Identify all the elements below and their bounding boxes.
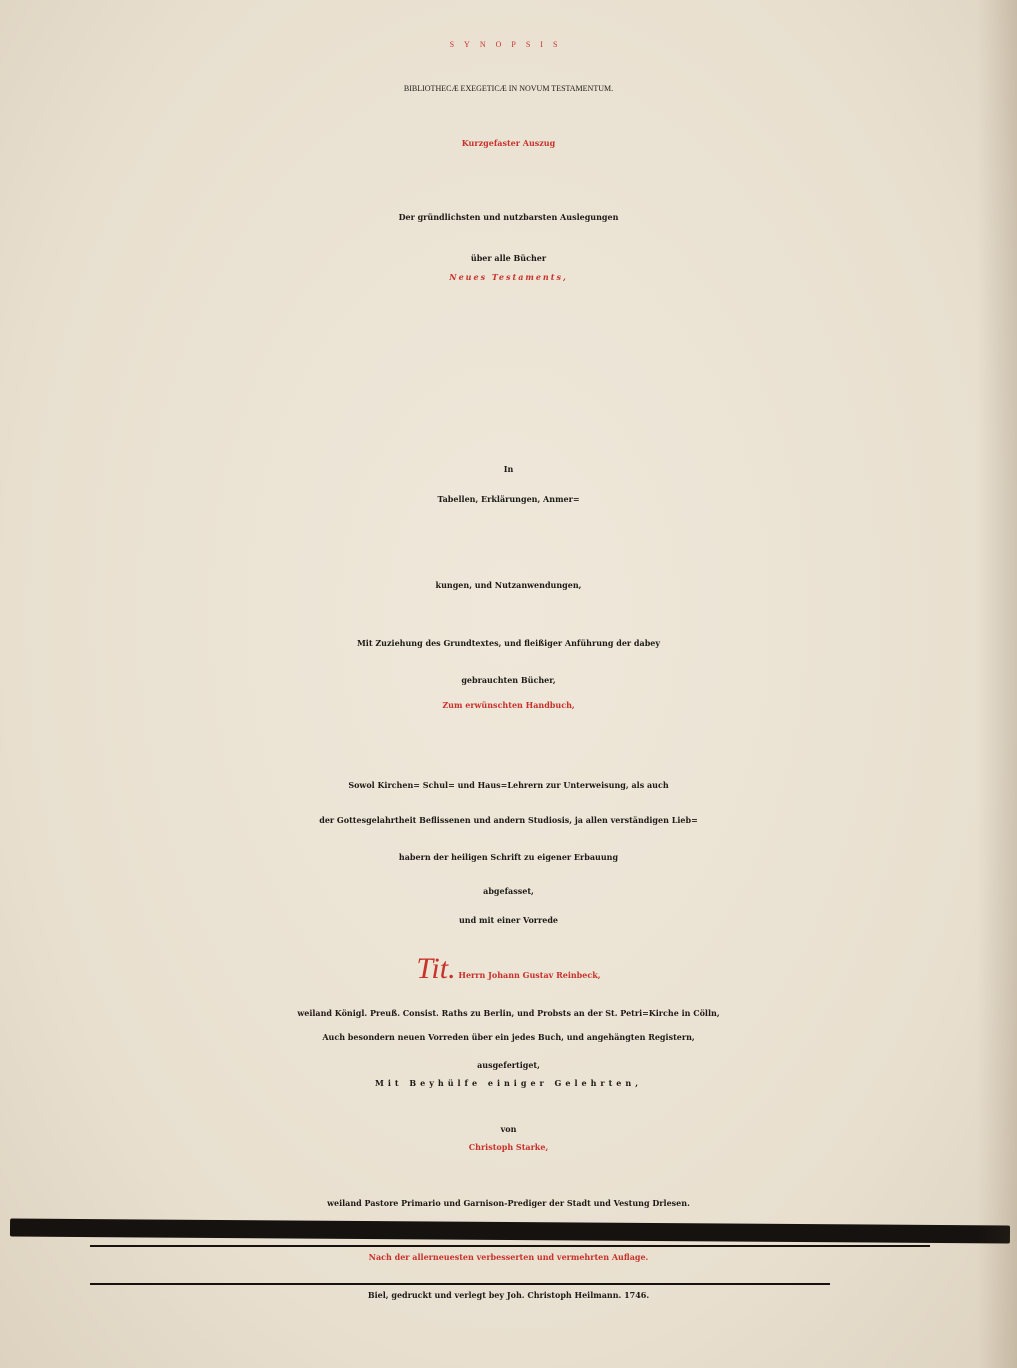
page-edge-shadow (977, 0, 1017, 1368)
heading-christoph-starke: Christoph Starke, (468, 1142, 549, 1152)
line-reinbeck (0, 952, 1017, 986)
line-kungen: kungen, und Nutzanwendungen, (435, 580, 582, 590)
line-sowol: Sowol Kirchen= Schul= und Haus=Lehrern zur Unterweisung, als auch (348, 780, 669, 790)
line-ueber-alle-buecher: über alle Bücher (470, 253, 547, 263)
line-mit-zuziehung: Mit Zuziehung des Grundtextes, und fleißiger Anführung der dabey (356, 638, 661, 648)
imprint-biel: Biel, gedruckt und verlegt bey Joh. Christoph Heilmann. 1746. (367, 1290, 650, 1300)
title-synopsis: SYNOPSIS (449, 40, 568, 49)
line-weiland-pastore: weiland Pastore Primario und Garnison-Prediger der Stadt und Vestung Drlesen. (327, 1198, 690, 1208)
thin-rule-divider-lower (90, 1283, 830, 1285)
reinbeck-name: Herrn Johann Gustav Reinbeck, (458, 970, 601, 980)
line-weiland-koenigl: weiland Königl. Preuß. Consist. Raths zu Berlin, und Probsts an der St. Petri=Kirche in Cölln, (297, 1008, 720, 1018)
line-ausgefertiget: ausgefertiget, (477, 1060, 540, 1070)
tit-abbrev: Tit. (416, 952, 456, 985)
line-gebrauchten-buecher: gebrauchten Bücher, (461, 675, 556, 685)
line-habern: habern der heiligen Schrift zu eigener Erbauung (398, 852, 619, 862)
line-und-vorrede: und mit einer Vorrede (458, 915, 559, 925)
line-gottesgelahrtheit: der Gottesgelahrtheit Beflissenen und andern Studiosis, ja allen verständigen Lieb= (319, 815, 698, 825)
subtitle-bibliotheca: BIBLIOTHECÆ EXEGETICÆ IN NOVUM TESTAMENTUM. (403, 84, 614, 93)
heading-zum-handbuch: Zum erwünschten Handbuch, (442, 700, 575, 710)
line-in: In (503, 464, 514, 474)
line-nach-auflage: Nach der allerneuesten verbesserten und vermehrten Auflage. (368, 1252, 649, 1262)
line-der-gruendlichsten: Der gründlichsten und nutzbarsten Auslegungen (398, 212, 619, 222)
line-abgefasset: abgefasset, (483, 886, 534, 896)
heading-kurzgefaster-auszug: Kurzgefaster Auszug (461, 138, 556, 148)
thin-rule-divider-upper (90, 1245, 930, 1247)
heading-tabellen: Tabellen, Erklärungen, Anmer= (437, 494, 580, 504)
line-von: von (500, 1124, 517, 1134)
line-beyhuelfe: Mit Beyhülfe einiger Gelehrten, (375, 1078, 642, 1088)
heading-neues-testaments: Neues Testaments, (449, 272, 568, 282)
line-auch-besondern: Auch besondern neuen Vorreden über ein jedes Buch, und angehängten Registern, (322, 1032, 695, 1042)
thick-rule-divider (10, 1219, 1010, 1244)
